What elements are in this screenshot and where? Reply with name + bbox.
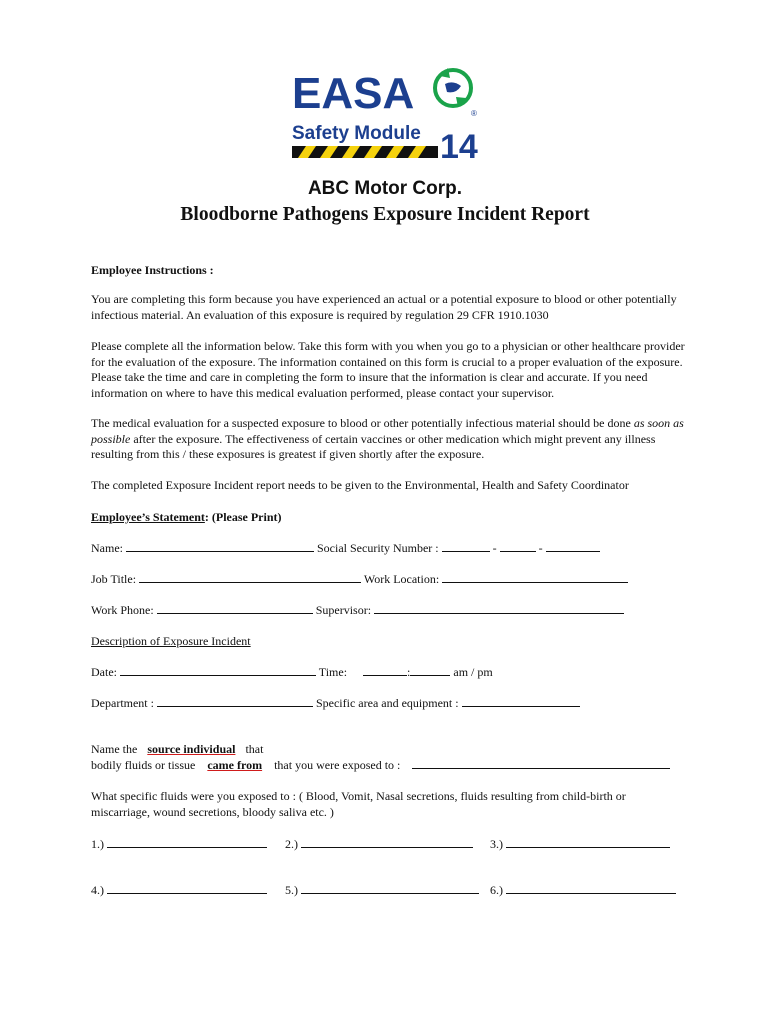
fluid-item-3-field[interactable] (506, 837, 670, 848)
instructions-paragraph-1: You are completing this form because you have experienced an actual or a potential exposure to blood or other potentially infectious material. An evaluation of this exposure is required by regulation 29 CFR 1910.1030 (91, 292, 677, 322)
ssn-field-part1[interactable] (442, 541, 490, 552)
source-row-1 (91, 742, 263, 757)
employee-statement-heading-underlined: Employee’s Statement (91, 510, 205, 524)
job-title-field[interactable] (139, 572, 361, 583)
work-location-label: Work Location: (363, 572, 440, 586)
logo-brand-text: EASA (292, 69, 415, 118)
department-field[interactable] (157, 696, 313, 707)
department-row (91, 696, 580, 711)
company-name: ABC Motor Corp. (307, 178, 463, 199)
fluid-item-4-label: 4.) (91, 883, 104, 897)
logo-module-number: 14 (440, 128, 478, 162)
fluid-item-4-field[interactable] (107, 883, 267, 894)
instructions-paragraph-4: The completed Exposure Incident report needs to be given to the Environmental, Health and Safety Coordinator (91, 478, 629, 492)
specific-area-label: Specific area and equipment : (315, 696, 459, 710)
name-label: Name: (91, 541, 123, 555)
p3-emphasis: as soon as possible (91, 416, 684, 446)
fluid-item-6 (490, 883, 676, 898)
name-field[interactable] (126, 541, 314, 552)
fluid-item-4 (91, 883, 267, 898)
fluid-item-2-label: 2.) (285, 837, 298, 851)
fluid-item-1 (91, 837, 267, 852)
source-row-2 (91, 758, 670, 773)
source-text-2: that (245, 742, 264, 756)
fluid-item-3 (490, 837, 670, 852)
work-phone-row (91, 603, 624, 618)
name-row (91, 541, 600, 556)
fluids-question: What specific fluids were you exposed to : ( Blood, Vomit, Nasal secretions, fluids resulting from child-birth or miscarriage, wound secretions, bloody saliva etc. ) (91, 789, 626, 819)
time-minute-field[interactable] (410, 665, 450, 676)
came-from-label: came from (207, 758, 263, 772)
supervisor-label: Supervisor: (315, 603, 372, 617)
employee-statement-heading-rest: : (Please Print) (204, 510, 282, 524)
source-text-3: bodily fluids or tissue (91, 758, 196, 772)
instructions-heading: Employee Instructions : (91, 263, 214, 277)
fluid-item-3-label: 3.) (490, 837, 503, 851)
ssn-dash-2: - (538, 541, 543, 555)
time-label: Time: (318, 665, 348, 679)
easa-safety-module-logo (290, 62, 485, 162)
job-title-row (91, 572, 628, 587)
source-individual-field[interactable] (412, 758, 670, 769)
fluid-item-2 (285, 837, 473, 852)
globe-arrows-icon (435, 68, 471, 107)
registered-mark: ® (471, 109, 477, 118)
ssn-field-part2[interactable] (500, 541, 536, 552)
incident-heading: Description of Exposure Incident (91, 634, 251, 648)
work-location-field[interactable] (442, 572, 628, 583)
hazard-stripe (292, 146, 438, 158)
logo-graphic (290, 62, 485, 162)
date-field[interactable] (120, 665, 316, 676)
ssn-label: Social Security Number : (317, 541, 439, 555)
time-colon: : (407, 665, 411, 679)
form-title: Bloodborne Pathogens Exposure Incident Report (180, 204, 590, 225)
fluid-item-2-field[interactable] (301, 837, 473, 848)
p3-text-end: after the exposure. The effectiveness of certain vaccines or other medication which might prevent any illness resulting from this / these exposures is greatest if given shortly after the exposure. (91, 431, 656, 461)
fluid-item-5-field[interactable] (301, 883, 479, 894)
source-text-4: that you were exposed to : (274, 758, 401, 772)
ssn-dash-1: - (492, 541, 497, 555)
am-pm-label: am / pm (453, 665, 493, 679)
job-title-label: Job Title: (91, 572, 137, 586)
department-label: Department : (91, 696, 154, 710)
work-phone-label: Work Phone: (91, 603, 154, 617)
date-label: Date: (91, 665, 117, 679)
fluid-item-1-label: 1.) (91, 837, 104, 851)
ssn-field-part3[interactable] (546, 541, 600, 552)
fluid-item-6-label: 6.) (490, 883, 503, 897)
employee-statement-heading (91, 510, 282, 525)
source-text-1: Name the (91, 742, 138, 756)
instructions-paragraph-3 (91, 416, 686, 463)
fluid-item-1-field[interactable] (107, 837, 267, 848)
fluid-item-5-label: 5.) (285, 883, 298, 897)
instructions-paragraph-2: Please complete all the information below. Take this form with you when you go to a physician or other healthcare provider for the evaluation of the exposure. The information contained on this form is crucial to a proper evaluation of the exposure. Please take the time and care in completing the form to insure that the information is clear and accurate. If you need information on where to have this medical evaluation performed, please contact your supervisor. (91, 339, 685, 400)
fluid-item-6-field[interactable] (506, 883, 676, 894)
logo-module-text: Safety Module (292, 123, 421, 144)
source-individual-label: source individual (147, 742, 236, 756)
date-time-row (91, 665, 493, 680)
specific-area-field[interactable] (462, 696, 580, 707)
supervisor-field[interactable] (374, 603, 624, 614)
p3-text-start: The medical evaluation for a suspected exposure to blood or other potentially infectious material should be done (91, 416, 634, 430)
work-phone-field[interactable] (157, 603, 313, 614)
fluid-item-5 (285, 883, 479, 898)
time-hour-field[interactable] (363, 665, 407, 676)
